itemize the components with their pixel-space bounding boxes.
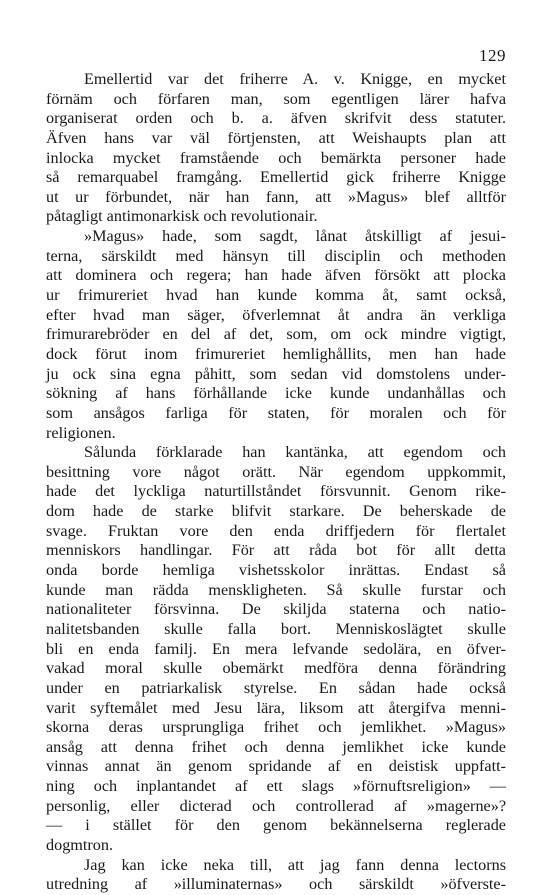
- text-line: nationaliteter försvinna. De skiljda staterna och natio-: [46, 600, 506, 619]
- text-line: varit syftemålet med Jesu lära, liksom att återgifva menni-: [46, 698, 506, 717]
- text-line: ut ur förbundet, när han fann, att »Magus» blef alltför: [46, 187, 506, 206]
- text-line: personlig, eller dicterad och controllerad af »magerne»?: [46, 796, 506, 815]
- text-line: — i stället för den genom bekännelserna reglerade: [46, 816, 506, 835]
- text-line: ansåg att denna frihet och denna jemlikhet icke kunde: [46, 737, 506, 756]
- text-line: dogmtron.: [46, 835, 113, 854]
- text-line: dock förut inom frimureriet hemlighållits, men han hade: [46, 344, 506, 363]
- text-line: Jag kan icke neka till, att jag fann denna lectorns: [84, 855, 506, 874]
- text-line: nalitetsbanden skulle falla bort. Menniskoslägtet skulle: [46, 619, 506, 638]
- text-line: att dominera och regera; han hade äfven försökt att plocka: [46, 266, 506, 285]
- text-line: ning och inplantandet af ett slags »förnuftsreligion» —: [46, 777, 506, 796]
- text-line: religionen.: [46, 423, 116, 442]
- text-line: svage. Fruktan vore den enda driffjedern för flertalet: [46, 521, 506, 540]
- page-number: 129: [479, 46, 506, 65]
- text-line: skorna deras ursprungliga frihet och jemlikhet. »Magus»: [46, 718, 506, 737]
- text-line: som ansågos farliga för staten, för moralen och för: [46, 403, 506, 422]
- text-line: frimurarebröder en del af det, som, om ock mindre vigtigt,: [46, 325, 506, 344]
- text-line: inlocka mycket framstående och bemärkta personer hade: [46, 148, 506, 167]
- text-line: Emellertid var det friherre A. v. Knigge, en mycket: [84, 70, 506, 88]
- text-line: Sålunda förklarade han kantänka, att egendom och: [84, 443, 506, 462]
- text-line: menniskors handlingar. För att råda bot för allt detta: [46, 541, 506, 560]
- text-line: besittning vore något orätt. När egendom uppkommit,: [46, 462, 506, 481]
- text-line: utredning af »illuminaternas» och särskildt »öfverste-: [46, 875, 506, 894]
- text-line: efter hvad man säger, öfverlemnat åt andra än verkliga: [46, 305, 506, 324]
- text-line: bli en enda familj. En mera lefvande sedolära, en öfver-: [46, 639, 506, 658]
- text-line: förnäm och förfaren man, som egentligen lärer hafva: [46, 89, 506, 108]
- text-line: dom hade de starke blifvit starkare. De beherskade de: [46, 502, 506, 521]
- text-line: ju ock sina egna påhitt, som sedan vid domstolens under-: [46, 364, 506, 383]
- text-line: onda borde hemliga vishetsskolor inrättas. Endast så: [46, 561, 506, 580]
- text-line: terna, särskildt med hänsyn till disciplin och methoden: [46, 246, 506, 265]
- text-line: Äfven hans var väl förtjensten, att Weishaupts plan att: [46, 128, 506, 147]
- text-line: organiserat orden och b. a. äfven skrifvit dess statuter.: [46, 109, 506, 128]
- text-line: påtagligt antimonarkisk och revolutionair.: [46, 207, 318, 226]
- text-line: »Magus» hade, som sagdt, lånat åtskilligt af jesui-: [84, 227, 506, 246]
- text-line: ur frimureriet hvad han kunde komma åt, samt också,: [46, 286, 506, 305]
- text-line: hade det lyckliga naturtillståndet försvunnit. Genom rike-: [46, 482, 506, 501]
- text-line: vinnas annat än genom spridande af en deistisk uppfatt-: [46, 757, 506, 776]
- body-text: [46, 70, 506, 895]
- text-line: kunde man rädda menskligheten. Så skulle furstar och: [46, 580, 506, 599]
- text-line: under en patriarkalisk styrelse. En sådan hade också: [46, 678, 506, 697]
- text-line: sökning af hans förhållande icke kunde undanhållas och: [46, 384, 506, 403]
- text-line: vakad moral skulle obemärkt medföra denna förändring: [46, 659, 506, 678]
- text-line: så remarquabel framgång. Emellertid gick friherre Knigge: [46, 168, 506, 187]
